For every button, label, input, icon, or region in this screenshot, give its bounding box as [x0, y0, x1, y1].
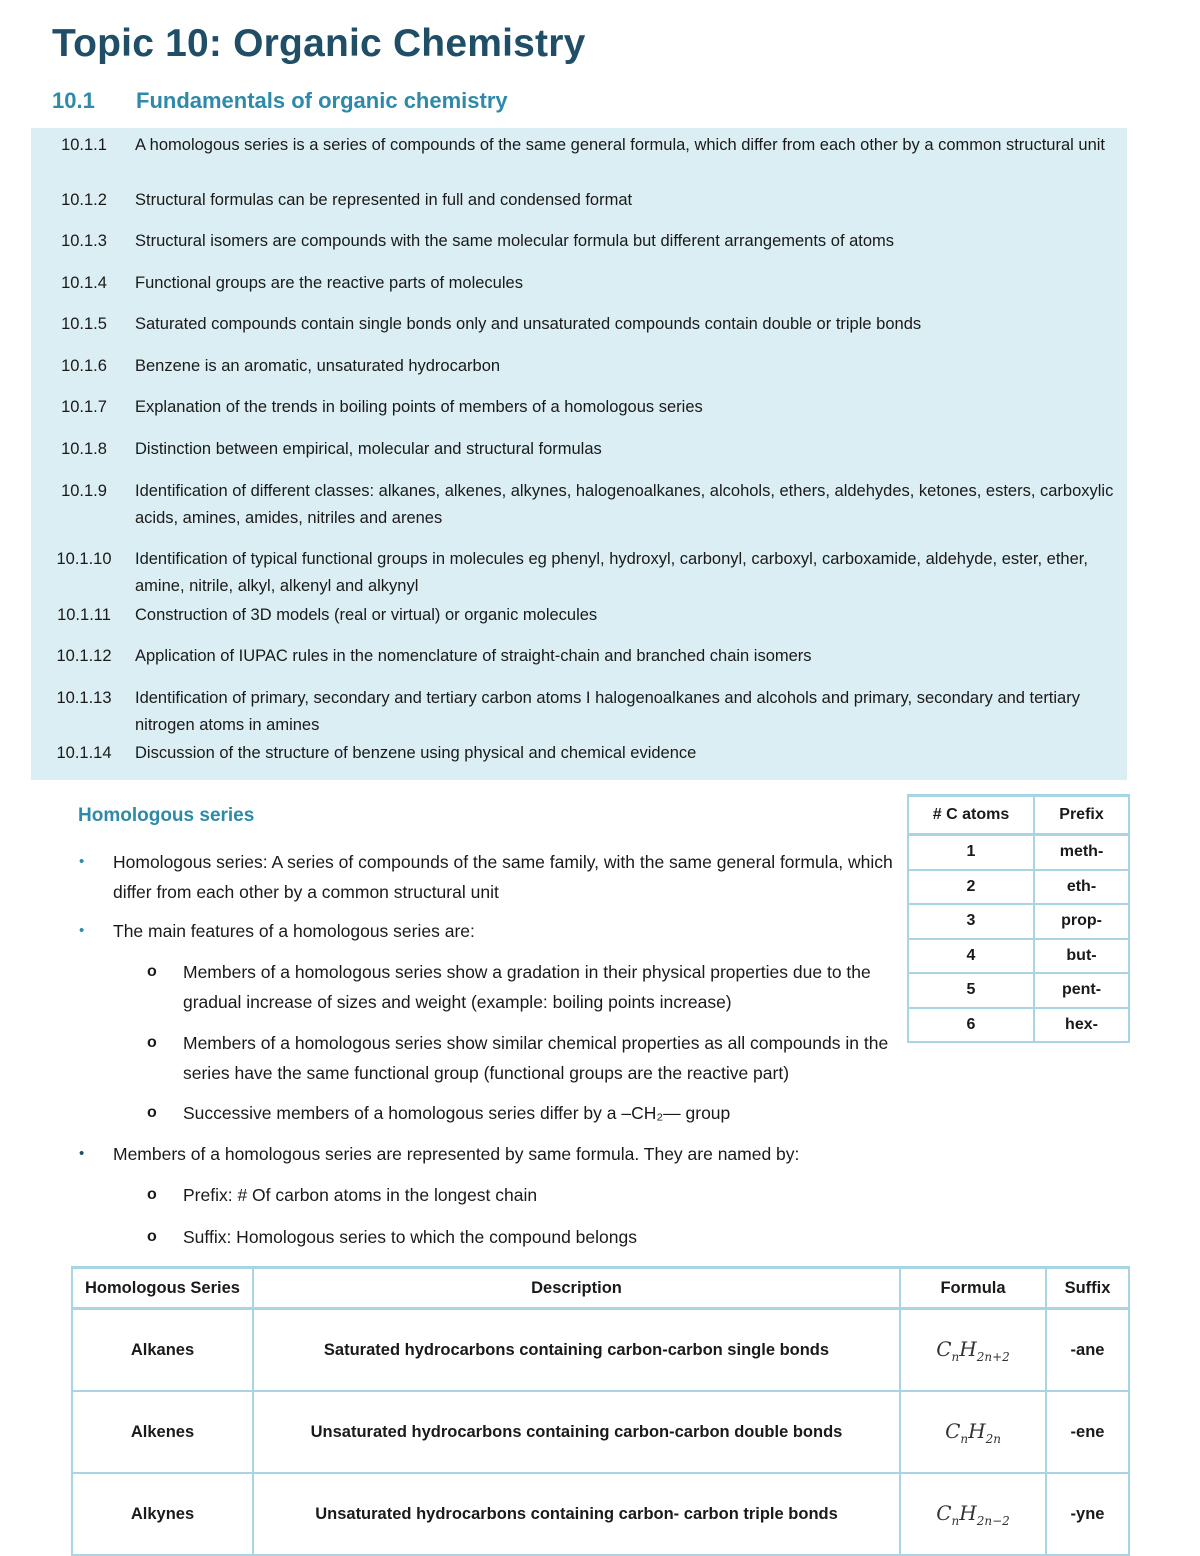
sub-bullet-item [147, 957, 903, 1017]
bullet-item [79, 847, 903, 907]
general-formula: $C_nH_{2n}$ [945, 1418, 1001, 1446]
carbon-count-cell: 6 [908, 1008, 1034, 1043]
prefix-cell: but- [1034, 939, 1129, 974]
bullet-marker: • [79, 922, 85, 939]
carbon-count-cell: 1 [908, 835, 1034, 870]
table-row [72, 1391, 1129, 1473]
bullet-text: Members of a homologous series are represented by same formula. They are named by: [113, 1144, 800, 1164]
bullet-text: Homologous series: A series of compounds of the same family, with the same general formula, which differ from each other by a common structural unit [113, 852, 893, 902]
syllabus-code: 10.1.5 [61, 315, 107, 333]
prefix-cell: meth- [1034, 835, 1129, 870]
syllabus-text: Structural isomers are compounds with the same molecular formula but different arrangements of atoms [135, 232, 895, 250]
syllabus-code: 10.1.3 [61, 232, 107, 250]
column-header: Prefix [1034, 796, 1129, 835]
sub-bullet-item [147, 1098, 903, 1128]
syllabus-text: A homologous series is a series of compounds of the same general formula, which differ from each other by a common structural unit [135, 136, 1106, 154]
syllabus-code: 10.1.6 [61, 357, 107, 375]
subtopic-heading [52, 88, 508, 114]
column-header: Description [253, 1268, 900, 1309]
formula-cell [900, 1391, 1046, 1473]
bullet-marker: • [79, 853, 85, 870]
description-cell: Unsaturated hydrocarbons containing carbon-carbon double bonds [253, 1391, 900, 1473]
carbon-count-cell: 2 [908, 870, 1034, 905]
sub-bullet-text: Suffix: Homologous series to which the compound belongs [183, 1227, 637, 1247]
column-header: Homologous Series [72, 1268, 253, 1309]
sub-bullet-item [147, 1180, 903, 1210]
prefix-cell: hex- [1034, 1008, 1129, 1043]
syllabus-text: Discussion of the structure of benzene using physical and chemical evidence [135, 744, 697, 762]
syllabus-text: Identification of primary, secondary and tertiary carbon atoms I halogenoalkanes and alcohols and primary, secondary and tertiary nitrogen atoms in amines [135, 689, 1080, 734]
homologous-series-heading: Homologous series [78, 805, 255, 826]
table-row [908, 1008, 1129, 1043]
general-formula: $C_nH_{2n+2}$ [936, 1336, 1010, 1364]
sub-bullet-text: Members of a homologous series show a gradation in their physical properties due to the gradual increase of sizes and weight (example: boiling points increase) [183, 962, 871, 1012]
column-header: Formula [900, 1268, 1046, 1309]
syllabus-text: Functional groups are the reactive parts of molecules [135, 274, 523, 292]
sub-bullet-text: Members of a homologous series show similar chemical properties as all compounds in the series have the same functional group (functional groups are the reactive part) [183, 1033, 889, 1083]
formula-cell [900, 1473, 1046, 1555]
bullet-text: The main features of a homologous series are: [113, 921, 475, 941]
sub-bullet-item [147, 1028, 903, 1088]
column-header: # C atoms [908, 796, 1034, 835]
syllabus-code: 10.1.4 [61, 274, 107, 292]
suffix-cell: -yne [1046, 1473, 1129, 1555]
syllabus-text: Application of IUPAC rules in the nomenclature of straight-chain and branched chain isomers [135, 647, 812, 665]
prefix-cell: eth- [1034, 870, 1129, 905]
sub-bullet-marker: o [147, 1186, 157, 1203]
table-header-row [908, 796, 1129, 835]
syllabus-text: Construction of 3D models (real or virtual) or organic molecules [135, 606, 598, 624]
general-formula: $C_nH_{2n-2}$ [936, 1500, 1010, 1528]
suffix-cell: -ene [1046, 1391, 1129, 1473]
syllabus-text: Identification of typical functional groups in molecules eg phenyl, hydroxyl, carbonyl, carboxyl, carboxamide, aldehyde, ester, ether, amine, nitrile, alkyl, alkenyl and alkynyl [135, 550, 1088, 595]
series-name-cell: Alkenes [72, 1391, 253, 1473]
syllabus-code: 10.1.7 [61, 398, 107, 416]
table-row [908, 904, 1129, 939]
description-cell: Unsaturated hydrocarbons containing carbon- carbon triple bonds [253, 1473, 900, 1555]
syllabus-code: 10.1.1 [61, 136, 107, 154]
bullet-item [79, 916, 903, 946]
suffix-cell: -ane [1046, 1309, 1129, 1392]
syllabus-code: 10.1.13 [56, 689, 112, 707]
sub-bullet-text: Successive members of a homologous series differ by a –CH₂— group [183, 1103, 731, 1123]
sub-bullet-marker: o [147, 1034, 157, 1051]
table-row [72, 1473, 1129, 1555]
syllabus-code: 10.1.12 [56, 647, 112, 665]
bullet-marker: • [79, 1145, 85, 1162]
series-name-cell: Alkanes [72, 1309, 253, 1392]
syllabus-text: Identification of different classes: alkanes, alkenes, alkynes, halogenoalkanes, alcohols, ethers, aldehydes, ketones, esters, carboxylic acids, amines, amides, nitriles and arenes [135, 482, 1114, 527]
carbon-count-cell: 3 [908, 904, 1034, 939]
syllabus-code: 10.1.10 [56, 550, 112, 568]
syllabus-code: 10.1.2 [61, 191, 107, 209]
table-row [908, 835, 1129, 870]
sub-bullet-marker: o [147, 1228, 157, 1245]
syllabus-code: 10.1.14 [56, 744, 112, 762]
prefix-cell: pent- [1034, 973, 1129, 1008]
subtopic-label: Fundamentals of organic chemistry [136, 88, 508, 113]
description-cell: Saturated hydrocarbons containing carbon-carbon single bonds [253, 1309, 900, 1392]
sub-bullet-marker: o [147, 963, 157, 980]
sub-bullet-marker: o [147, 1104, 157, 1121]
homologous-series-table [71, 1266, 1130, 1556]
series-name-cell: Alkynes [72, 1473, 253, 1555]
bullet-item [79, 1139, 903, 1169]
carbon-count-cell: 5 [908, 973, 1034, 1008]
carbon-count-cell: 4 [908, 939, 1034, 974]
syllabus-box [31, 128, 1127, 780]
table-row [908, 939, 1129, 974]
table-row [908, 973, 1129, 1008]
formula-cell [900, 1309, 1046, 1392]
syllabus-text: Explanation of the trends in boiling points of members of a homologous series [135, 398, 703, 416]
table-header-row [72, 1268, 1129, 1309]
table-row [908, 870, 1129, 905]
page-title: Topic 10: Organic Chemistry [52, 22, 586, 65]
syllabus-code: 10.1.8 [61, 440, 107, 458]
column-header: Suffix [1046, 1268, 1129, 1309]
sub-bullet-text: Prefix: # Of carbon atoms in the longest chain [183, 1185, 538, 1205]
syllabus-text: Benzene is an aromatic, unsaturated hydrocarbon [135, 357, 501, 375]
sub-bullet-item [147, 1222, 903, 1252]
subtopic-number: 10.1 [52, 88, 95, 113]
syllabus-code: 10.1.9 [61, 482, 107, 500]
syllabus-text: Saturated compounds contain single bonds only and unsaturated compounds contain double or triple bonds [135, 315, 922, 333]
syllabus-code: 10.1.11 [57, 606, 111, 624]
prefix-table [907, 794, 1130, 1043]
prefix-cell: prop- [1034, 904, 1129, 939]
syllabus-text: Distinction between empirical, molecular and structural formulas [135, 440, 602, 458]
table-row [72, 1309, 1129, 1392]
syllabus-text: Structural formulas can be represented in full and condensed format [135, 191, 633, 209]
